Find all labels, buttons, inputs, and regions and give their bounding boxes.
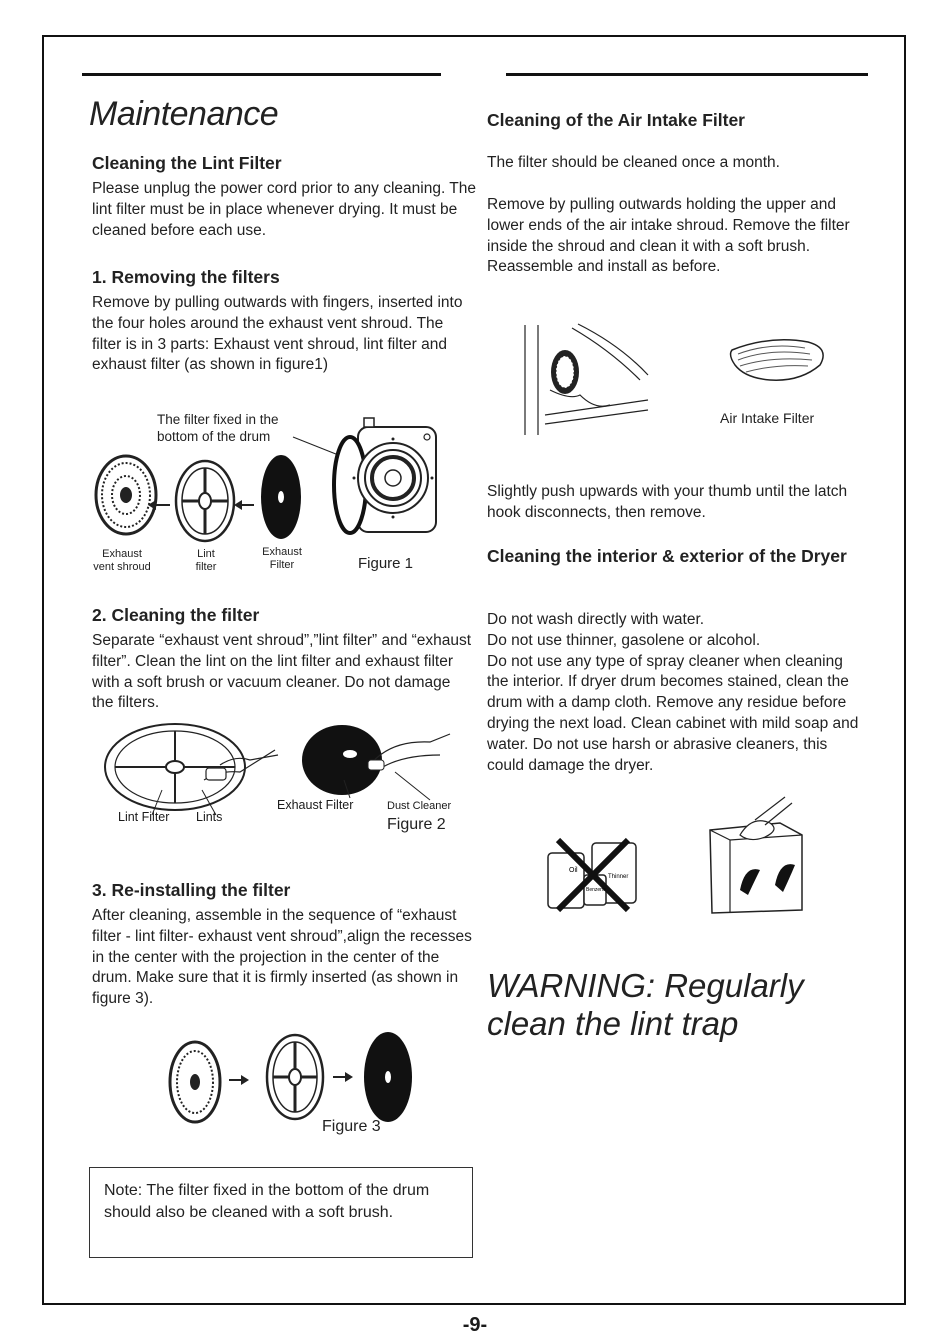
cleaning-illustration xyxy=(540,795,820,920)
note-box: Note: The filter fixed in the bottom of the drum should also be cleaned with a soft brush. xyxy=(89,1167,473,1258)
exhaust-vent-shroud-icon xyxy=(170,1042,220,1122)
label-exhaust-filter: Exhaust Filter xyxy=(262,546,302,571)
right-header-rule xyxy=(506,73,868,76)
exhaust-vent-shroud-icon xyxy=(96,456,156,534)
label-lint-filter: Lint filter xyxy=(195,548,217,573)
figure1-caption: Figure 1 xyxy=(358,555,414,572)
reinstalling-heading: 3. Re-installing the filter xyxy=(92,880,291,900)
air-intake-filter-icon xyxy=(731,340,824,380)
interior-text: Do not wash directly with water. Do not use thinner, gasolene or alcohol. Do not use any type of spray cleaner when cleaning the interior. If dryer drum becomes stained, clean the drum with a damp cloth. Remove any residue before drying the next load. Clean cabinet with mild soap and water. Do not use harsh or abrasive cleaners, this could damage the dryer. xyxy=(487,611,859,774)
can-label-oil: Oil xyxy=(569,867,578,874)
removing-heading: 1. Removing the filters xyxy=(92,267,280,287)
air-intake-text1: The filter should be cleaned once a month. xyxy=(487,154,780,171)
warning-text: WARNING: Regularly clean the lint trap xyxy=(487,967,804,1042)
dryer-front-icon xyxy=(334,418,436,533)
cabinet-wipe-icon xyxy=(710,797,802,913)
exhaust-filter-icon xyxy=(302,725,450,795)
figure1-callout: The filter fixed in the bottom of the drum xyxy=(157,412,279,444)
figure3-illustration xyxy=(165,1030,425,1130)
can-label-thinner: Thinner xyxy=(608,874,629,880)
interior-heading: Cleaning the interior & exterior of the Dryer xyxy=(487,546,847,566)
removing-text: Remove by pulling outwards with fingers, inserted into the four holes around the exhaust vent shroud. The filter is in 3 parts: Exhaust vent shroud, lint filter and exhaust filter (as shown in figure1) xyxy=(92,294,463,374)
cleaning-filter-heading: 2. Cleaning the filter xyxy=(92,605,260,625)
lint-filter-heading: Cleaning the Lint Filter xyxy=(92,153,282,173)
lint-filter-icon xyxy=(105,724,245,810)
lint-filter-icon xyxy=(267,1035,323,1119)
air-intake-filter-label: Air Intake Filter xyxy=(720,410,815,426)
air-intake-heading: Cleaning of the Air Intake Filter xyxy=(487,110,745,130)
air-intake-text2: Remove by pulling outwards holding the upper and lower ends of the air intake shroud. Remove the filter inside the shroud and clean it with a soft brush. Reassemble and install as before. xyxy=(487,196,850,276)
reinstalling-text: After cleaning, assemble in the sequence of “exhaust filter - lint filter- exhaust vent shroud”,align the recesses in the center with the projection in the center of the drum. Make sure that it is firmly inserted (as shown in figure 3). xyxy=(92,907,472,1008)
exhaust-filter-icon xyxy=(261,455,301,539)
left-header-rule xyxy=(82,73,441,76)
lint-filter-text: Please unplug the power cord prior to any cleaning. The lint filter must be in place whenever drying. It must be cleaned before each use. xyxy=(92,180,477,239)
label-exhaust-filter-fig2: Exhaust Filter xyxy=(277,798,354,812)
label-dust-cleaner: Dust Cleaner xyxy=(387,800,452,812)
dryer-side-icon xyxy=(525,324,648,435)
figure3-caption: Figure 3 xyxy=(322,1118,381,1135)
lint-filter-icon xyxy=(176,461,234,541)
figure2-caption: Figure 2 xyxy=(387,816,446,833)
page-number: -9- xyxy=(462,1314,488,1336)
label-lint-filter-fig2: Lint Filter xyxy=(118,810,170,824)
cleaning-filter-text: Separate “exhaust vent shroud”,”lint filter” and “exhaust filter”. Clean the lint on the lint filter and exhaust filter with a soft brush or vacuum cleaner. Do not damage the filters. xyxy=(92,632,472,712)
page-title: Maintenance xyxy=(89,95,279,133)
label-lints: Lints xyxy=(196,810,223,824)
can-label-benzene: Benzene xyxy=(586,887,606,893)
label-exhaust-vent-shroud: Exhaust vent shroud xyxy=(93,548,151,573)
exhaust-filter-icon xyxy=(364,1032,412,1122)
air-intake-text3: Slightly push upwards with your thumb until the latch hook disconnects, then remove. xyxy=(487,483,848,521)
